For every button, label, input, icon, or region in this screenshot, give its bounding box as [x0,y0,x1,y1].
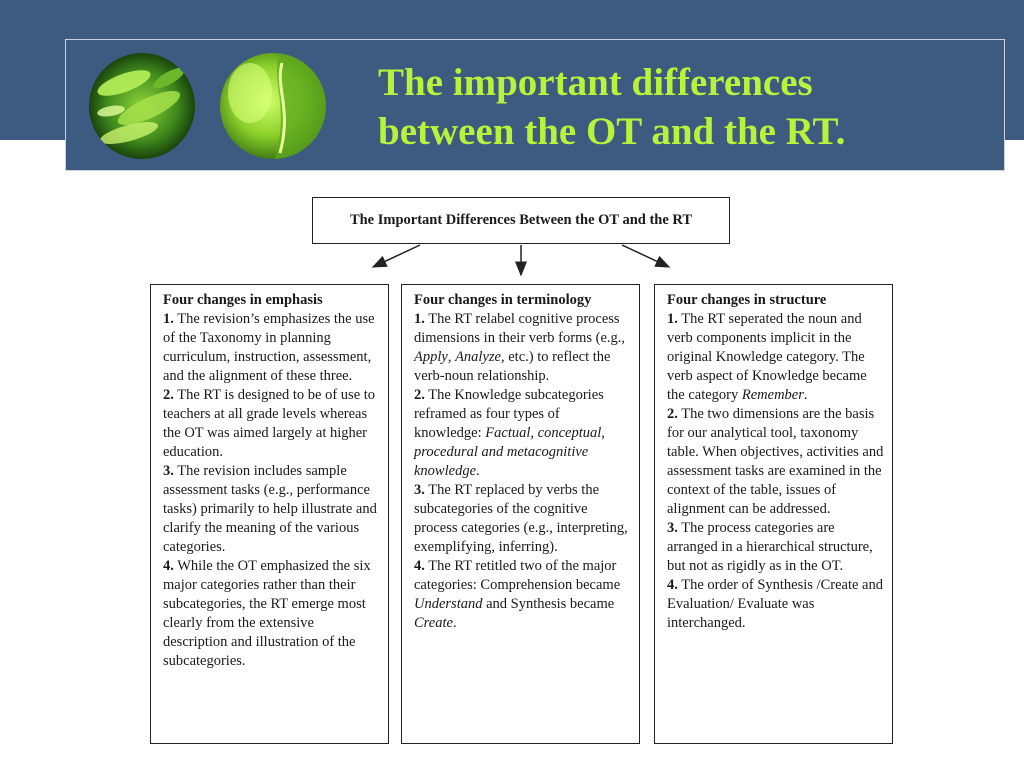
list-item: 1. The RT seperated the noun and verb components implicit in the original Knowledge category. The verb aspect of Knowledge became the category Remember. [667,311,867,403]
column-heading: Four changes in structure [667,292,827,308]
column-emphasis [150,284,389,744]
column-heading: Four changes in terminology [414,292,592,308]
list-item: 4. While the OT emphasized the six major categories rather than their subcategories, the RT emerge most clearly from the extensive description and illustration of the subcategories. [163,558,371,669]
arrow-right [622,245,669,267]
column-terminology [401,284,640,744]
list-item: 3. The revision includes sample assessment tasks (e.g., performance tasks) primarily to help illustrate and clarify the meaning of the various categories. [163,463,377,555]
list-item: 3. The RT replaced by verbs the subcategories of the cognitive process categories (e.g., interpreting, exemplifying, inferring). [414,482,628,555]
slide-title-line-1: The important differences [378,61,813,104]
list-item: 4. The order of Synthesis /Create and Evaluation/ Evaluate was interchanged. [667,577,883,631]
list-item: 2. The RT is designed to be of use to teachers at all grade levels whereas the OT was aimed largely at higher education. [163,387,376,460]
diagram-title: The Important Differences Between the OT and the RT [349,212,693,228]
list-item: 2. The two dimensions are the basis for our analytical tool, taxonomy table. When objectives, activities and assessment tasks are examined in the context of the table, issues of alignment can be addressed. [667,406,884,517]
list-item: 4. The RT retitled two of the major categories: Comprehension became Understand and Synthesis became Create. [414,558,621,631]
column-structure [654,284,893,744]
arrow-left [373,245,420,267]
list-item: 1. The revision’s emphasizes the use of the Taxonomy in planning curriculum, instruction, assessment, and the alignment of these three. [163,311,375,384]
list-item: 3. The process categories are arranged in a hierarchical structure, but not as rigidly as in the OT. [667,520,873,574]
list-item: 1. The RT relabel cognitive process dimensions in their verb forms (e.g., Apply, Analyze, etc.) to reflect the verb-noun relationship. [414,311,626,384]
column-heading: Four changes in emphasis [163,292,323,308]
list-item: 2. The Knowledge subcategories reframed as four types of knowledge: Factual, conceptual, procedural and metacognitive knowledge. [414,387,605,479]
slide-title-line-2: between the OT and the RT. [378,110,846,153]
